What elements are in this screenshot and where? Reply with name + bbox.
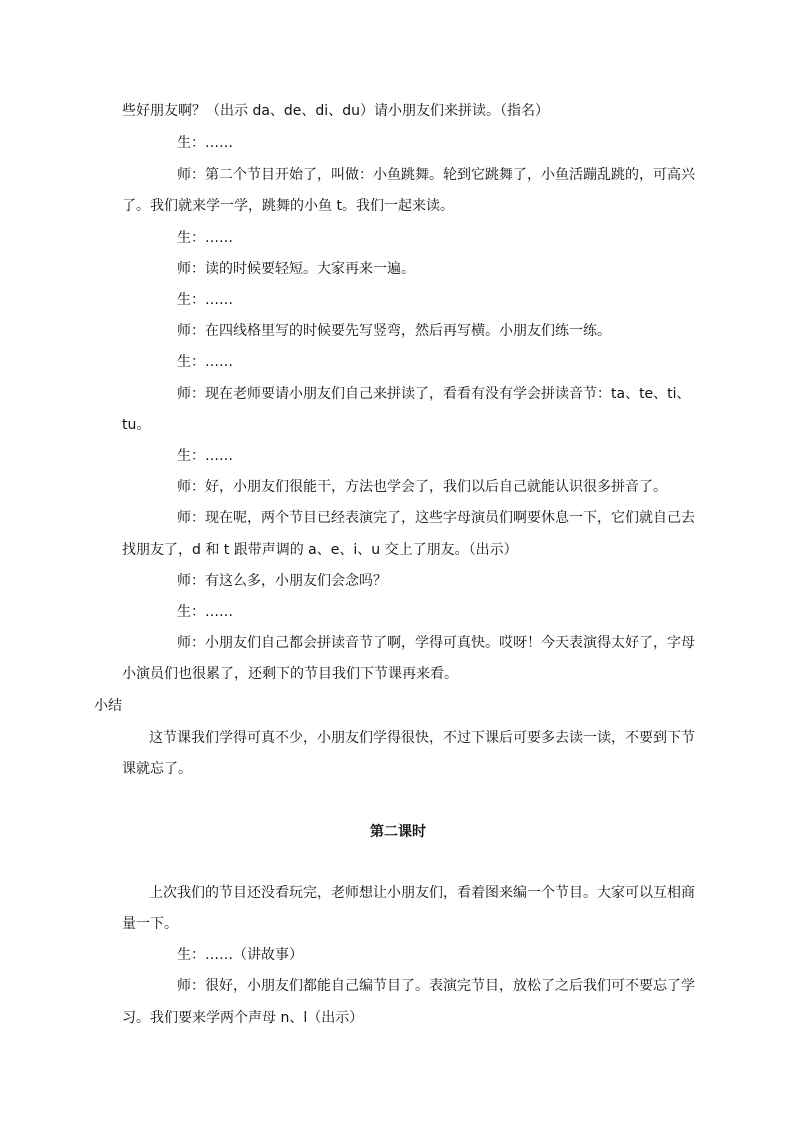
- text-line: 些好朋友啊？（出示 da、de、di、du）请小朋友们来拼读。（指名）: [122, 103, 549, 119]
- text-line: tu。: [122, 417, 151, 433]
- section-heading: 小结: [94, 698, 122, 714]
- text-line: 师：小朋友们自己都会拼读音节了啊，学得可真快。哎呀！今天表演得太好了，字母: [177, 635, 695, 651]
- text-line: 量一下。: [122, 916, 178, 932]
- lesson-title: 第二课时: [370, 824, 426, 840]
- text-line: 生：……: [177, 135, 233, 151]
- text-line: 小演员们也很累了，还剩下的节目我们下节课再来看。: [122, 666, 458, 682]
- text-line: 生：……: [177, 230, 233, 246]
- text-line: 生：……: [177, 604, 233, 620]
- text-line: 这节课我们学得可真不少，小朋友们学得很快，不过下课后可要多去读一读，不要到下节: [149, 730, 695, 746]
- text-line: 师：现在老师要请小朋友们自己来拼读了，看看有没有学会拼读音节：ta、te、ti、: [177, 386, 691, 402]
- text-line: 师：很好，小朋友们都能自己编节目了。表演完节目，放松了之后我们可不要忘了学: [177, 978, 695, 994]
- text-line: 课就忘了。: [122, 761, 192, 777]
- text-line: 师：有这么多，小朋友们会念吗？: [177, 573, 387, 589]
- text-line: 生：……（讲故事）: [177, 947, 303, 963]
- text-line: 师：现在呢，两个节目已经表演完了，这些字母演员们啊要休息一下，它们就自己去: [177, 510, 695, 526]
- text-line: 找朋友了，d 和 t 跟带声调的 a、e、i、u 交上了朋友。（出示）: [122, 542, 518, 558]
- text-line: 师：在四线格里写的时候要先写竖弯，然后再写横。小朋友们练一练。: [177, 323, 611, 339]
- text-line: 上次我们的节目还没看玩完，老师想让小朋友们，看着图来编一个节目。大家可以互相商: [149, 885, 695, 901]
- text-line: 生：……: [177, 354, 233, 370]
- text-line: 师：第二个节目开始了，叫做：小鱼跳舞。轮到它跳舞了，小鱼活蹦乱跳的，可高兴: [177, 167, 695, 183]
- text-line: 师：好，小朋友们很能干，方法也学会了，我们以后自己就能认识很多拼音了。: [177, 479, 667, 495]
- text-line: 了。我们就来学一学，跳舞的小鱼 t。我们一起来读。: [122, 198, 454, 214]
- text-line: 师：读的时候要轻短。大家再来一遍。: [177, 261, 415, 277]
- text-line: 习。我们要来学两个声母 n、l（出示）: [122, 1010, 364, 1026]
- text-line: 生：……: [177, 292, 233, 308]
- text-line: 生：……: [177, 448, 233, 464]
